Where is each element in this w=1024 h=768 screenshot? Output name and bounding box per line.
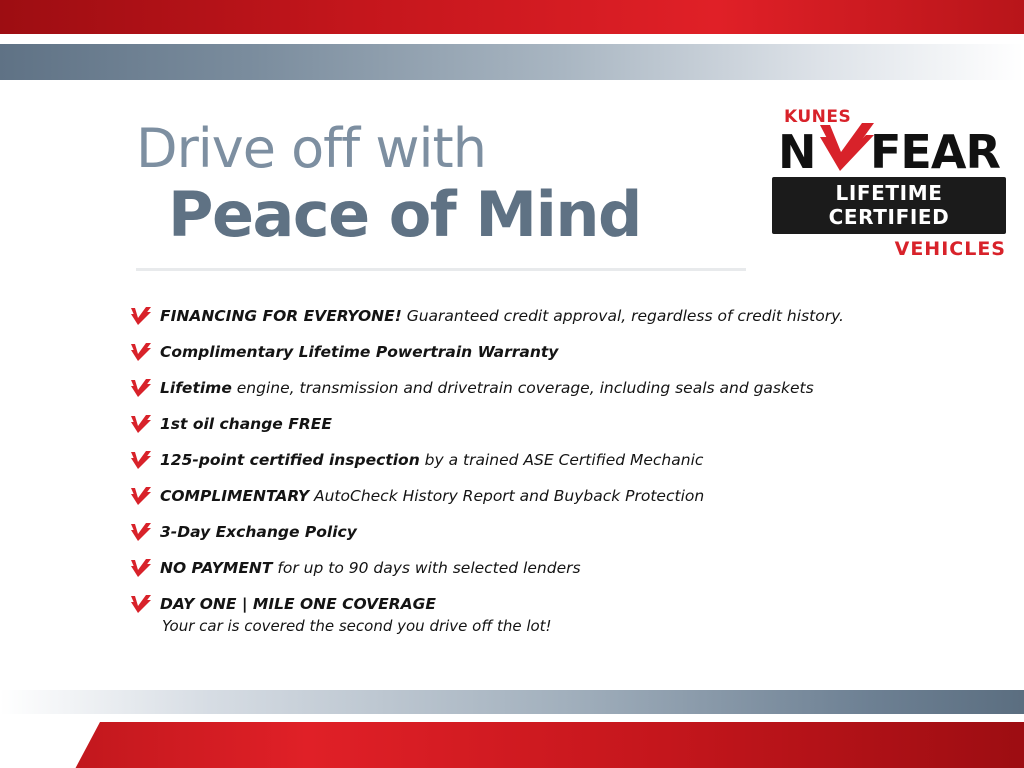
headline-line-2: Peace of Mind: [168, 178, 641, 251]
list-item-bold: COMPLIMENTARY: [160, 487, 310, 505]
list-item-text: [160, 342, 930, 362]
list-item-bold: FINANCING FOR EVERYONE!: [160, 307, 402, 325]
checkmark-icon: [130, 522, 152, 542]
checkmark-icon: [130, 594, 152, 614]
list-item: [130, 486, 930, 508]
list-item: [130, 594, 930, 636]
list-item-subtext: Your car is covered the second you drive off the lot!: [162, 617, 552, 635]
list-item-text: [160, 558, 930, 578]
list-item-text: [160, 306, 930, 326]
benefits-list: [130, 306, 930, 650]
check-icon: [816, 121, 878, 173]
list-item: [130, 522, 930, 544]
top-red-banner: [0, 0, 1024, 34]
bottom-banner-gap: [0, 714, 1024, 722]
checkmark-icon: [130, 414, 152, 434]
list-item-bold: 1st oil change FREE: [160, 415, 332, 433]
list-item-rest: AutoCheck History Report and Buyback Protection: [309, 487, 705, 505]
page-title: [136, 117, 756, 251]
kunes-no-fear-logo: [772, 108, 1012, 260]
list-item: [130, 414, 930, 436]
list-item-text: [160, 378, 930, 398]
list-item-text: [160, 414, 930, 434]
list-item: [130, 558, 930, 580]
list-item-text: [160, 522, 930, 542]
list-item: [130, 342, 930, 364]
list-item-bold: 3-Day Exchange Policy: [160, 523, 357, 541]
checkmark-icon: [130, 378, 152, 398]
list-item-rest: Guaranteed credit approval, regardless of credit history.: [401, 307, 844, 325]
list-item-rest: for up to 90 days with selected lenders: [272, 559, 581, 577]
list-item-text: [160, 450, 930, 470]
checkmark-icon: [130, 342, 152, 362]
bottom-red-banner: [0, 722, 1024, 768]
list-item-bold: DAY ONE | MILE ONE COVERAGE: [160, 595, 436, 613]
list-item: [130, 378, 930, 400]
logo-vehicles-text: VEHICLES: [894, 238, 1006, 260]
list-item-bold: Complimentary Lifetime Powertrain Warranty: [160, 343, 559, 361]
headline-divider: [136, 268, 746, 271]
checkmark-icon: [130, 306, 152, 326]
logo-wordmark: [772, 125, 1012, 179]
logo-brand-text: KUNES: [784, 107, 852, 127]
list-item-bold: 125-point certified inspection: [160, 451, 420, 469]
checkmark-icon: [130, 558, 152, 578]
headline-line-1: Drive off with: [136, 117, 486, 180]
list-item-text: [160, 486, 930, 506]
list-item-rest: engine, transmission and drivetrain coverage, including seals and gaskets: [231, 379, 814, 397]
top-banner-gap: [0, 34, 1024, 44]
bottom-gray-banner: [0, 690, 1024, 714]
list-item-bold: NO PAYMENT: [160, 559, 273, 577]
checkmark-icon: [130, 486, 152, 506]
list-item-bold: Lifetime: [160, 379, 232, 397]
logo-word-fear: FEAR: [870, 125, 1000, 179]
logo-letter-n: N: [778, 125, 815, 179]
list-item-rest: by a trained ASE Certified Mechanic: [419, 451, 704, 469]
logo-lifetime-certified-bar: LIFETIME CERTIFIED: [772, 177, 1006, 234]
checkmark-icon: [130, 450, 152, 470]
list-item-text: [160, 594, 930, 614]
list-item: [130, 450, 930, 472]
top-gray-banner: [0, 44, 1024, 80]
list-item: [130, 306, 930, 328]
